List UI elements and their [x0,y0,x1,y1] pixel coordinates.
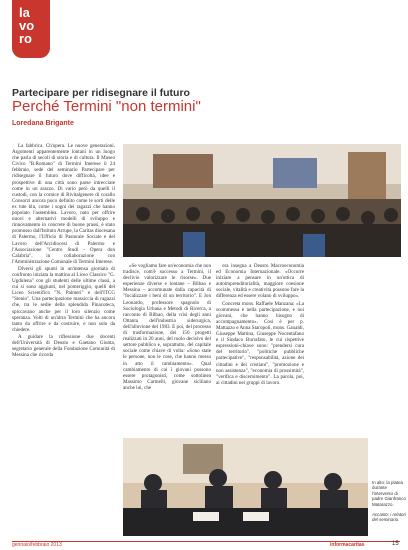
text-column-3 [216,263,304,387]
author: Loredana Brigante [12,120,74,127]
caption-bottom: Accanto: i relatori del seminario. [372,512,406,523]
paragraph: La fabbrica. Ch'opera. Le nuove generazioni. Argomenti apparentemente lontani in un luogo che parla di secoli di storia e di cultura. Il Museo Civico "B.Romano" di Termini Imerese il 24 febbraio, sede del seminario Partecipare per ridisegnare il futuro dove difficoltà, idee e prospettive di una città sono parse intrecciate come in un arazzo. Di vario però da quelli il custodi, con la cornice di Rivitalgenere di corallo Consorzi ancora poco definito come le sorti delle ex tute blu, come i sogni dei ragazzi che hanno popolato l'assemblea. Lavoro, nato per offrire nuovi e alternativi modelli di sviluppo e rinnovamento in concrete di buone prassi, è stato promosso dall'Istituto Arrupe, la Caritas diocesana di Palermo, l'Ufficio di Pastorale Sociale e del Lavoro dell'Arcidiocesi di Palermo e l'Associazione "Centro Studi - Opera don Calabria", in collaborazione con l'Amministrazione Comunale di Termini Imerese. [12,143,115,265]
speakers-photo [123,438,368,536]
paragraph: ora insegna a Deusto Macroeconomia ed Economia Internazionale. «Occorre iniziare a pensare in un'ottica di autoimprenditorialità, maggiore coesione sociale, vitalità e creatività possono fare la differenza ed essere volano di sviluppo». [216,263,304,300]
footer-issue: gennaio/febbraio 2013 [12,542,62,548]
photo-caption [372,480,406,523]
text-column-2 [123,263,211,392]
text-column-1 [12,143,115,359]
paragraph: A guidare la riflessione due docenti dell'Università di Deusto e Gaetano Giunta, segretario generale della Fondazione Comunità di Messina che ricorda [12,333,115,359]
paragraph: Concreta mons. Raffaele Manzana: «La scommessa è nella partecipazione, e noi giovani, che hanno bisogno di accompagnamento». Così è per p. Mattazzo e Anna Staropoli, mons. Ganaldi, Giuseppe Mattina, Giuseppe Nocentafano e il Sindaco Burrafato, le cui rispettive espressioni-chiave sono: "prendersi cura del territorio", "politiche pubbliche partecipative", "responsabilità, azione dei cittadini e dei cristiani", "promozione e non assistenza", "economia di prossimità", "verifica e discernimento". La parola, poi, ai cittadini nei gruppi di lavoro. [216,300,304,386]
paragraph: Diversi gli spunti in un'intensa giornata di confronto iniziata la mattina al Liceo Classico "G. Ugdulena" con gli studenti delle ultime classi, a cui si sono aggiunti, nel pomeriggio, quelli del Liceo Scientifico "N. Palmeri" e dell'ITCG "Stenio". Una partecipazione massiccia di ragazzi che, tra le sedie della splendida Pinacoteca, spiccavano anche per il loro silenzio come speranza. Volti di un'altra Termini che ha ancora tanto da offrire e da costruire, e non solo da chiedere. [12,265,115,333]
page-number: 15 [392,541,399,547]
audience-photo [123,144,401,257]
footer-brand: informacaritas [330,542,365,548]
caption-top: In alto: la platea durante l'intervento di padre Gianfranco Matarazzo. [372,480,406,507]
paragraph: «Se vogliamo fare un'economia che non tradisce, com'è successo a Termini, il declivio valorizzare le risorse». Due esperienze diverse e lontane – Bilbao e Messina – accomunate dalla capacità di "focalizzare i beni di un territorio". E Jon Leonardo, professore spagnolo di Sociologia Urbana e Metodi di Ricerca, a racconto di Bilbao, della crisi degli anni Ottanta dell'industria siderurgica, dell'alluvione del 1983. E poi, del processo di trasformazione, dei 150 progetti realizzati in 20 anni, del ruolo decisivo del settore pubblico e, soprattutto, del capitale sociale come chiave di volta: «Sono state le persone, non le cose, che hanno messo in atto il cambiamento». Qual cambiamento di cui i giovani possono essere protagonisti, come sottolinea Massimo Carmelli, giovane siciliano anche lui, che [123,263,211,391]
kicker: Partecipare per ridisegnare il futuro [12,87,190,99]
article-title: Perché Termini "non termini" [12,98,201,115]
section-tag: la vo ro [12,0,50,58]
